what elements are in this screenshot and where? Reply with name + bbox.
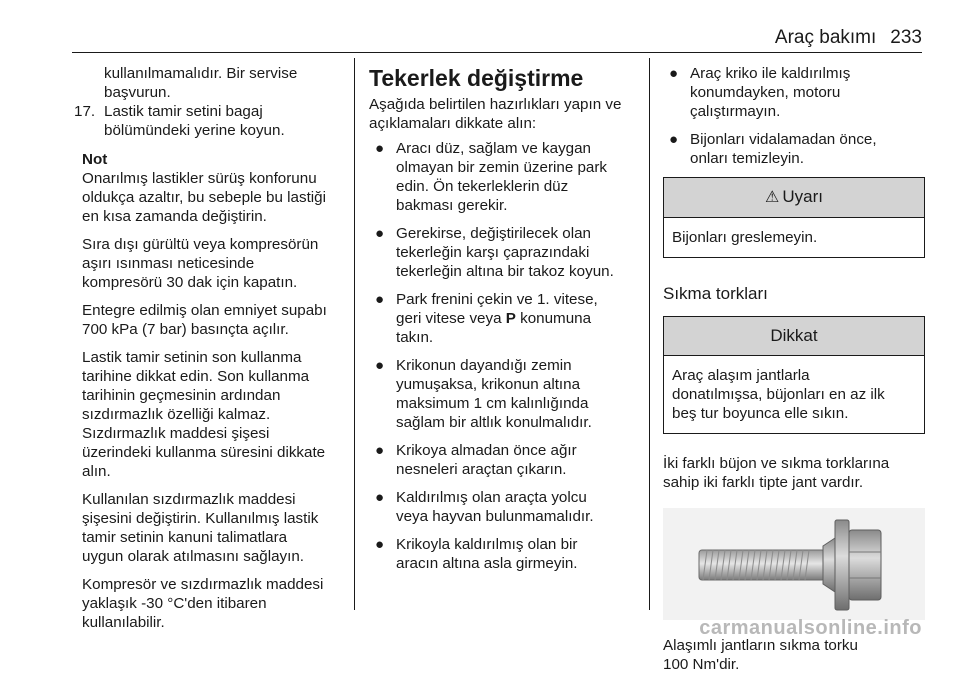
text-line: tamir setinin kanuni talimatlara: [82, 529, 288, 546]
text-line: Lastik tamir setini bagaj: [104, 103, 263, 120]
wheel-bolt-illustration: [663, 508, 925, 620]
text-line: 700 kPa (7 bar) basınçta açılır.: [82, 321, 289, 338]
text-line: Krikoya almadan önce ağır: [396, 442, 577, 459]
text-line: kompresörü 30 dak için kapatın.: [82, 274, 298, 291]
text-line: Lastik tamir setinin son kullanma: [82, 349, 302, 366]
text-line: takın.: [396, 329, 434, 346]
chapter-title: Araç bakımı: [774, 27, 877, 48]
text-line: Alaşımlı jantların sıkma torku: [663, 637, 858, 654]
list-item: [369, 488, 637, 526]
section-heading-torque: Sıkma torkları: [663, 284, 768, 303]
list-item: [369, 290, 637, 347]
gear-position-p: P: [505, 310, 516, 327]
text-line: sağlam bir altlık konulmalıdır.: [396, 414, 592, 431]
text-line: İki farklı büjon ve sıkma torklarına: [663, 455, 890, 472]
list-item: [369, 139, 637, 215]
torque-intro: [663, 454, 925, 492]
column-3: [663, 64, 925, 674]
column-2: [369, 65, 637, 582]
text-line: açıklamaları dikkate alın:: [369, 115, 537, 132]
column-divider-right: [649, 58, 650, 610]
caution-title: Dikkat: [664, 317, 924, 356]
caution-box: [663, 316, 925, 434]
text-line: yumuşaksa, krikonun altına: [396, 376, 581, 393]
text-line: edin. Ön tekerleklerin düz: [396, 178, 569, 195]
note-paragraph-1: [82, 169, 340, 226]
text-line: beş tur boyunca elle sıkın.: [672, 405, 849, 422]
warning-box-header: [664, 178, 924, 218]
bullet-icon: ●: [375, 140, 385, 157]
text-line: Krikonun dayandığı zemin: [396, 357, 572, 374]
text-line: donatılmışsa, büjonları en az ilk: [672, 386, 885, 403]
continued-text: [82, 64, 340, 102]
preparation-list-continued: [663, 64, 925, 168]
text-line: bakması gerekir.: [396, 197, 508, 214]
list-item: [369, 356, 637, 432]
text-line: Aracı düz, sağlam ve kaygan: [396, 140, 592, 157]
text-line: olmayan bir zemin üzerine park: [396, 159, 608, 176]
text-line: Bijonları vidalamadan önce,: [690, 131, 877, 148]
bullet-icon: ●: [375, 291, 385, 308]
numbered-item-17: [74, 102, 340, 140]
text-line: tekerleğin karşı çaprazındaki: [396, 244, 590, 261]
list-item: [663, 64, 925, 121]
text-line: 100 Nm'dir.: [663, 656, 740, 673]
watermark: carmanualsonline.info: [699, 617, 922, 639]
text-line: bölümündeki yerine koyun.: [104, 122, 285, 139]
list-item: [369, 441, 637, 479]
item-number: 17.: [74, 103, 96, 120]
text-line: Sıra dışı gürültü veya kompresörün: [82, 236, 319, 253]
text-line: sahip iki farklı tipte jant vardır.: [663, 474, 864, 491]
text-line: Gerekirse, değiştirilecek olan: [396, 225, 591, 242]
text-line: Sızdırmazlık maddesi şişesi: [82, 425, 270, 442]
bullet-icon: ●: [375, 489, 385, 506]
text-line: veya hayvan bulunmamalıdır.: [396, 508, 594, 525]
text-line: maksimum 1 cm kalınlığında: [396, 395, 589, 412]
section-heading-wheel-change: Tekerlek değiştirme: [369, 65, 584, 91]
header-rule: [72, 52, 922, 53]
text-line: yaklaşık -30 °C'den itibaren: [82, 595, 267, 612]
text-line: çalıştırmayın.: [690, 103, 781, 120]
text-line: şişesini değiştirin. Kullanılmış lastik: [82, 510, 319, 527]
warning-title: Uyarı: [782, 187, 823, 206]
bullet-icon: ●: [375, 536, 385, 553]
note-paragraph-5: [82, 490, 340, 566]
text-line: aşırı ısınması neticesinde: [82, 255, 255, 272]
text-line: Onarılmış lastikler sürüş konforunu: [82, 170, 317, 187]
list-item: [369, 535, 637, 573]
text-line: Kaldırılmış olan araçta yolcu: [396, 489, 587, 506]
note-paragraph-3: [82, 301, 340, 339]
caution-body: [664, 356, 924, 433]
text-line: konumdayken, motoru: [690, 84, 841, 101]
wheel-bolt-icon: [663, 508, 925, 620]
text-line: Krikoyla kaldırılmış olan bir: [396, 536, 578, 553]
text-line: sızdırmazlık özelliği kalmaz.: [82, 406, 271, 423]
bullet-icon: ●: [669, 65, 679, 82]
text-line: oldukça azaltır, bu sebeple bu lastiği: [82, 189, 327, 206]
text-line: onları temizleyin.: [690, 150, 804, 167]
warning-box: [663, 177, 925, 258]
note-paragraph-2: [82, 235, 340, 292]
text-line: aracın altına asla girmeyin.: [396, 555, 578, 572]
text-line: kullanılmamalıdır. Bir servise: [104, 65, 298, 82]
bullet-icon: ●: [669, 131, 679, 148]
note-title: Not: [82, 151, 108, 168]
intro-paragraph: [369, 95, 637, 133]
text-line: en kısa zamanda değiştirin.: [82, 208, 267, 225]
column-1: [74, 64, 340, 632]
note-paragraph-6: [82, 575, 340, 632]
bullet-icon: ●: [375, 225, 385, 242]
preparation-list: [369, 139, 637, 573]
text-line: tarihine dikkat edin. Son kullanma: [82, 368, 310, 385]
text-line: üzerindeki kullanma süresini dikkate: [82, 444, 326, 461]
page-number: 233: [890, 27, 922, 48]
text-line: Kompresör ve sızdırmazlık maddesi: [82, 576, 324, 593]
page-header: [775, 27, 922, 49]
text-line: Aşağıda belirtilen hazırlıkları yapın ve: [369, 96, 622, 113]
text-line: alın.: [82, 463, 111, 480]
text-line: geri vitese veya: [396, 310, 506, 327]
text-line: nesneleri araçtan çıkarın.: [396, 461, 567, 478]
column-divider-left: [354, 58, 355, 610]
text-line: Park frenini çekin ve 1. vitese,: [396, 291, 598, 308]
text-line: Araç alaşım jantlarla: [672, 367, 810, 384]
text-line: Entegre edilmiş olan emniyet supabı: [82, 302, 327, 319]
note-paragraph-4: [82, 348, 340, 481]
list-item: [369, 224, 637, 281]
bullet-icon: ●: [375, 357, 385, 374]
bullet-icon: ●: [375, 442, 385, 459]
text-line: Araç kriko ile kaldırılmış: [690, 65, 851, 82]
text-line: tarihinin geçmesinin ardından: [82, 387, 281, 404]
text-line: başvurun.: [104, 84, 171, 101]
warning-body: Bijonları greslemeyin.: [672, 229, 818, 246]
text-line: Kullanılan sızdırmazlık maddesi: [82, 491, 296, 508]
text-line: uygun olarak atılmasını sağlayın.: [82, 548, 305, 565]
warning-triangle-icon: ⚠: [765, 189, 780, 206]
text-line: kullanılabilir.: [82, 614, 165, 631]
text-line: tekerleğin altına bir takoz koyun.: [396, 263, 614, 280]
list-item: [663, 130, 925, 168]
text-line: konumuna: [515, 310, 592, 327]
